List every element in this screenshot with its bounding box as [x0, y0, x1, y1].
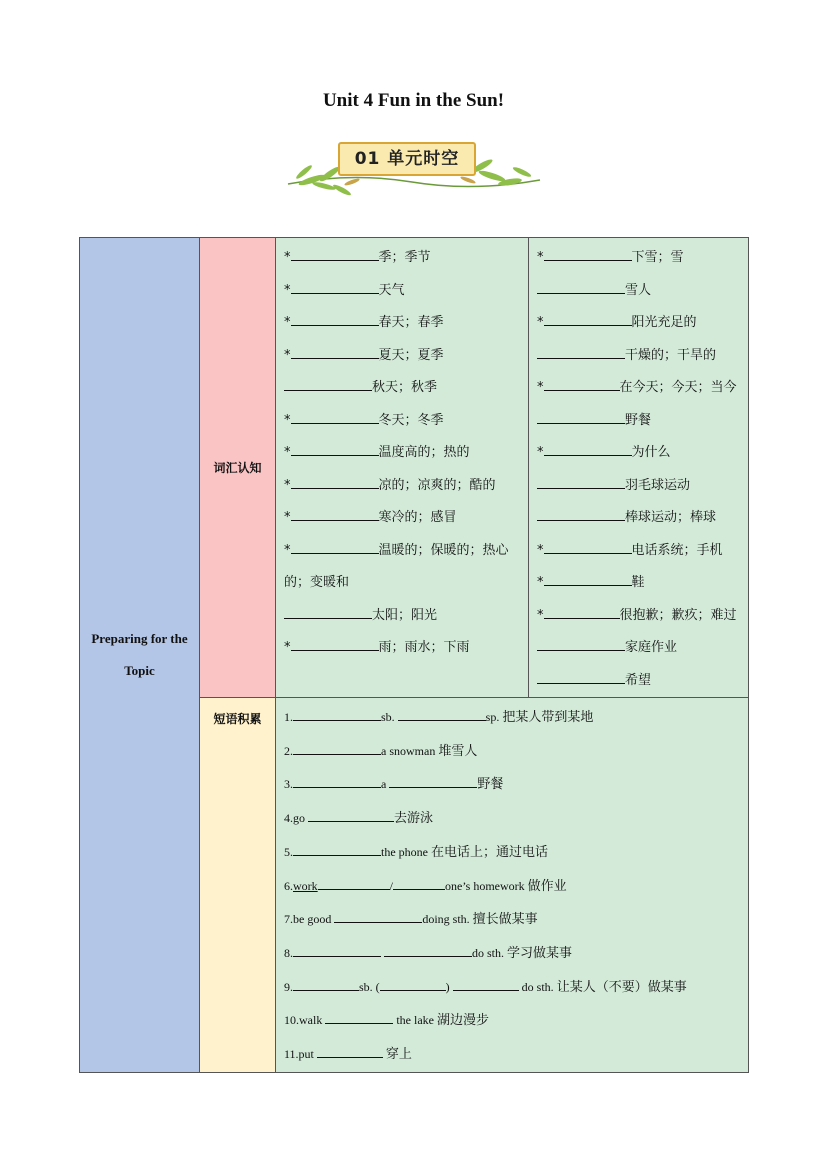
vocab-cell [276, 238, 749, 698]
topic-cell [80, 238, 200, 1073]
vocab-item: * 下雪；雪 [537, 250, 684, 265]
vocab-item: 羽毛球运动 [537, 470, 742, 503]
vocab-left-column [276, 238, 529, 697]
vocab-item: * 寒冷的；感冒 [284, 510, 457, 525]
vocab-item: * 在今天；今天；当今 [537, 380, 737, 395]
banner-label: 01 单元时空 [354, 149, 460, 169]
vocab-item-continuation: 的；变暖和 [284, 575, 350, 590]
phrase-item: 5. the phone 在电话上；通过电话 [284, 844, 549, 860]
vocab-item: * 电话系统；手机 [537, 542, 723, 558]
vocab-item: * 凉的；凉爽的；酷的 [284, 477, 496, 493]
vocab-label: 词汇认知 [213, 461, 262, 475]
vocab-item: 棒球运动；棒球 [537, 502, 742, 535]
phrase-item: 11.put 穿上 [284, 1047, 412, 1063]
vocab-item: * 阳光充足的 [537, 315, 697, 330]
vocab-item: * 夏天；夏季 [284, 347, 444, 363]
section-banner [282, 136, 544, 200]
vocab-item: 秋天；秋季 [284, 372, 522, 405]
vocab-item: 太阳；阳光 [284, 600, 522, 633]
banner-box [338, 142, 476, 176]
phrase-item: 3. a 野餐 [284, 777, 504, 793]
page-title: Unit 4 Fun in the Sun! [322, 90, 505, 111]
vocab-label-cell [200, 238, 276, 698]
phrase-item: 9. sb. ( ) do sth. 让某人（不要）做某事 [284, 979, 687, 995]
phrase-item: 2. a snowman 堆雪人 [284, 743, 478, 759]
phrase-item: 8. do sth. 学习做某事 [284, 945, 573, 961]
vocab-item: 雪人 [537, 275, 742, 308]
vocab-item: * 天气 [284, 282, 405, 298]
vocab-item: * 温度高的；热的 [284, 445, 470, 460]
phrase-cell [276, 698, 749, 1073]
phrase-item: 4.go 去游泳 [284, 811, 434, 827]
vocab-item: * 季；季节 [284, 250, 431, 265]
vocab-item: 家庭作业 [537, 632, 742, 665]
vocab-item: 干燥的；干旱的 [537, 340, 742, 373]
vocab-item: * 很抱歉；歉疚；难过 [537, 607, 737, 623]
vocab-item: * 为什么 [537, 445, 671, 460]
vocab-item: * 雨；雨水；下雨 [284, 640, 470, 655]
vocab-item: 野餐 [537, 405, 742, 438]
vocab-item: 希望 [537, 665, 742, 698]
topic-label: Preparing for the Topic [91, 630, 188, 678]
phrase-item: 10.walk the lake 湖边漫步 [284, 1013, 489, 1029]
phrase-item: 1. sb. sp. 把某人带到某地 [284, 710, 594, 725]
vocab-item: * 冬天；冬季 [284, 412, 444, 428]
vocab-right-column [529, 238, 748, 697]
vocab-item: * 春天；春季 [284, 315, 444, 330]
phrase-label: 短语积累 [213, 712, 262, 726]
phrase-item: 6.work / one’s homework 做作业 [284, 878, 567, 894]
vocab-item: * 鞋 [537, 575, 645, 590]
vocab-item: * 温暖的；保暖的；热心 [284, 542, 509, 558]
content-table [79, 237, 749, 1073]
phrase-label-cell [200, 698, 276, 1073]
phrase-item: 7.be good doing sth. 擅长做某事 [284, 912, 538, 928]
